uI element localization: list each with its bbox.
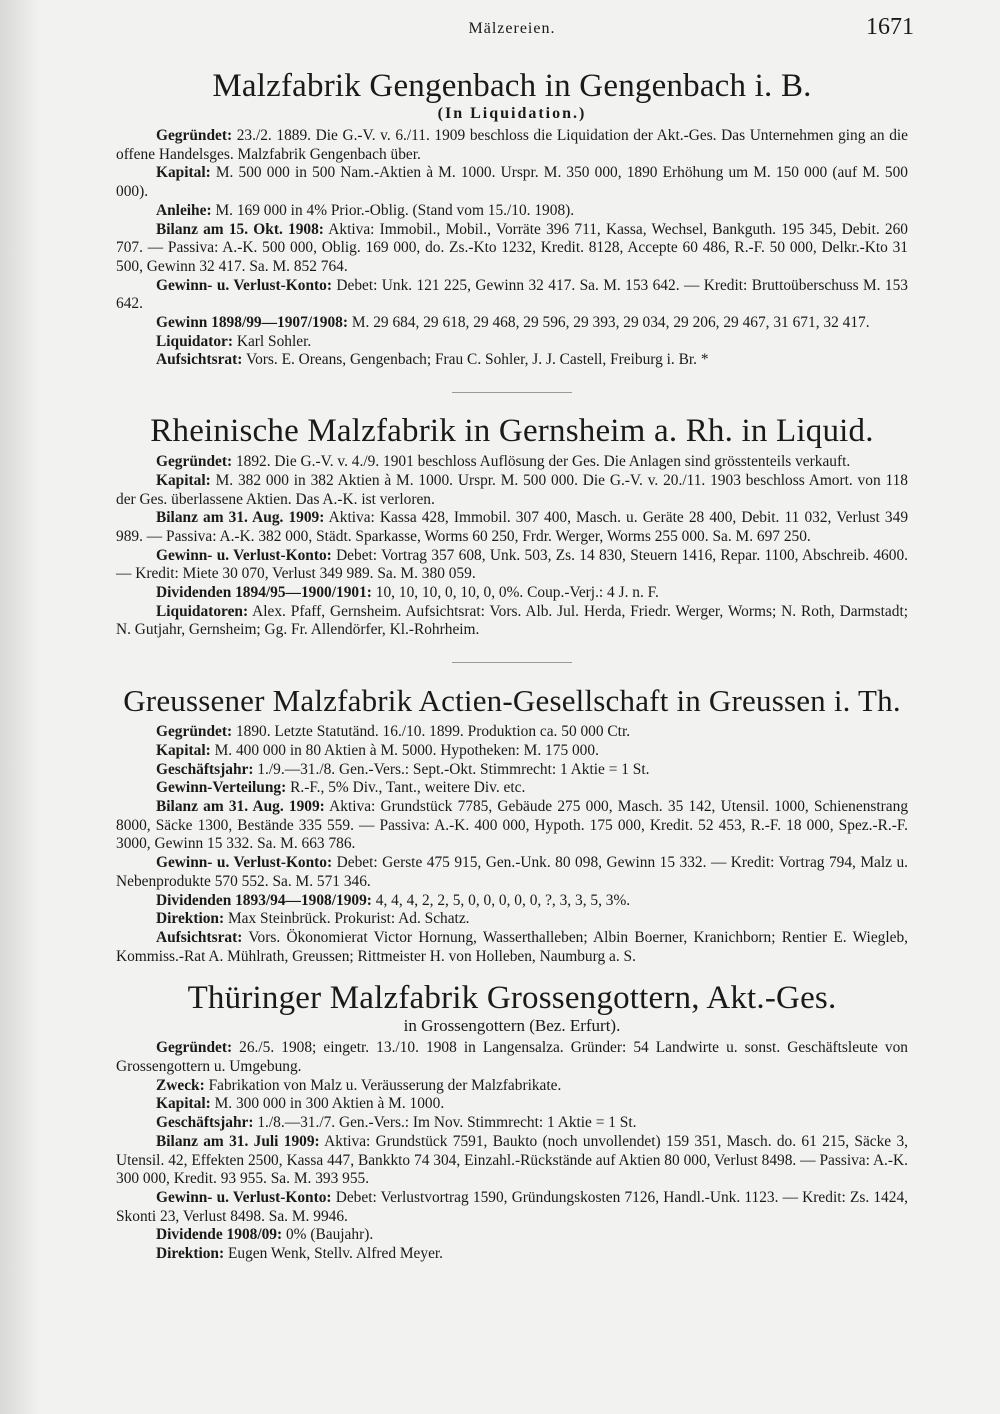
entry-text: Vors. Ökonomierat Victor Hornung, Wasserthalleben; Albin Boerner, Kranichborn; Rentier E. Wiegleb, Kommiss.-Rat A. Mühlrath, Greussen; Rittmeister H. von Holleben, Naumburg a. S. [116,928,909,965]
entry-text: 10, 10, 10, 0, 10, 0, 0%. Coup.-Verj.: 4 J. n. F. [375,584,659,602]
company-title: Thüringer Malzfabrik Grossengottern, Akt.-Ges. [187,980,837,1017]
entry-text: M. 29 684, 29 618, 29 468, 29 596, 29 393, 29 034, 29 206, 29 467, 31 671, 32 417. [351,314,870,332]
entry-label: Kapital: [156,1095,211,1113]
entry-label: Geschäftsjahr: [156,1114,254,1132]
entry-text: Aktiva: Immobil., Mobil., Vorräte 396 711, Kassa, Wechsel, Bankguth. 195 345, Debit. 260 707. — Passiva: A.-K. 500 000, Oblig. 169 000, do. Zs.-Kto 1232, Kredit. 8128, Accepte 60 486, R.-F. 50 000, Delkr.-Kto 31 500, Gewinn 32 417. Sa. M. 852 764. [116,220,908,275]
company-entry-gernsheim [116,413,908,640]
entry-paragraph [116,929,908,966]
entry-paragraph [116,547,908,584]
entry-paragraph [116,723,908,742]
entry-label: Kapital: [156,471,211,489]
entry-text: 1./9.—31./8. Gen.-Vers.: Sept.-Okt. Stimmrecht: 1 Aktie = 1 St. [257,760,650,778]
entry-label: Dividenden 1894/95—1900/1901: [156,584,372,602]
entry-paragraph [116,798,908,854]
entry-text: Debet: Vortrag 357 608, Unk. 503, Zs. 14 830, Steuern 1416, Repar. 1100, Abschreib. 4600. — Kredit: Miete 30 070, Verlust 349 989. Sa. M. 380 059. [116,546,908,583]
entry-label: Direktion: [156,1245,225,1263]
company-entry-greussen [116,683,908,966]
entry-text: Aktiva: Grundstück 7785, Gebäude 275 000, Masch. 35 142, Utensil. 1000, Schienenstrang 8000, Säcke 1300, Bestände 335 559. — Passiva: A.-K. 400 000, Hypoth. 175 000, Kredit. 52 453, R.-F. 18 000, Spez.-R.-F. 3000, Gewinn 15 332. Sa. M. 663 786. [116,797,909,853]
entry-label: Gegründet: [156,1039,233,1057]
entry-paragraph [116,1189,908,1226]
entry-label: Aufsichtsrat: [156,928,243,946]
entry-paragraph [116,202,908,221]
section-divider [452,662,572,663]
entry-label: Gegründet: [156,453,233,471]
entry-label: Geschäftsjahr: [156,760,254,778]
entry-paragraph [116,1095,908,1114]
entry-text: 1./8.—31./7. Gen.-Vers.: Im Nov. Stimmrecht: 1 Aktie = 1 St. [257,1114,637,1132]
company-title: Rheinische Malzfabrik in Gernsheim a. Rh. in Liquid. [150,413,874,450]
entry-label: Dividenden 1893/94—1908/1909: [156,891,372,909]
entry-paragraph [116,351,908,370]
entry-paragraph [116,453,908,472]
entry-paragraph [116,779,908,798]
entry-text: M. 400 000 in 80 Aktien à M. 5000. Hypotheken: M. 175 000. [214,741,599,759]
entry-paragraph [116,127,908,164]
entry-paragraph [116,472,908,509]
entry-label: Bilanz am 31. Aug. 1909: [156,797,325,815]
entry-text: M. 382 000 in 382 Aktien à M. 1000. Urspr. M. 500 000. Die G.-V. v. 20./11. 1903 beschloss Amort. von 118 der Ges. überlassene Aktien. Das A.-K. ist verloren. [116,471,908,508]
running-title: Mälzereien. [468,20,556,37]
entry-text: M. 500 000 in 500 Nam.-Aktien à M. 1000. Urspr. M. 350 000, 1890 Erhöhung um M. 150 000 (auf M. 500 000). [116,164,908,201]
entry-text: Debet: Gerste 475 915, Gen.-Unk. 80 098, Gewinn 15 332. — Kredit: Vortrag 794, Malz u. Nebenprodukte 570 552. Sa. M. 571 346. [116,854,909,890]
entry-label: Gewinn- u. Verlust-Konto: [156,546,332,564]
entry-label: Gewinn- u. Verlust-Konto: [156,854,333,872]
entry-paragraph [116,1039,908,1076]
company-title: Malzfabrik Gengenbach in Gengenbach i. B. [212,68,812,104]
entry-label: Direktion: [156,910,225,928]
entry-label: Dividende 1908/09: [156,1226,283,1244]
entry-label: Bilanz am 15. Okt. 1908: [156,220,324,238]
running-head [116,0,914,50]
entry-text: Karl Sohler. [236,332,312,350]
entry-text: Debet: Unk. 121 225, Gewinn 32 417. Sa. M. 153 642. — Kredit: Bruttoüberschuss M. 153 642. [116,276,908,313]
company-subtitle: in Grossengottern (Bez. Erfurt). [403,1016,621,1036]
entry-label: Aufsichtsrat: [156,351,243,369]
entry-paragraph [116,1133,908,1189]
entry-paragraph [116,854,908,891]
entry-text: Eugen Wenk, Stellv. Alfred Meyer. [227,1245,444,1263]
entry-label: Bilanz am 31. Juli 1909: [156,1132,320,1150]
entry-label: Anleihe: [156,201,212,219]
entry-text: M. 169 000 in 4% Prior.-Oblig. (Stand vom 15./10. 1908). [215,201,575,219]
page-number: 1671 [866,14,914,40]
entry-text: Debet: Verlustvortrag 1590, Gründungskosten 7126, Handl.-Unk. 1123. — Kredit: Zs. 1424, Skonti 23, Verlust 8498. Sa. M. 9946. [116,1188,908,1225]
entry-paragraph [116,761,908,780]
entry-text: 23./2. 1889. Die G.-V. v. 6./11. 1909 beschloss die Liquidation der Akt.-Ges. Das Unternehmen ging an die offene Handelsges. Malzfabrik Gengenbach über. [116,127,908,163]
entry-text: R.-F., 5% Div., Tant., weitere Div. etc. [290,779,526,797]
entry-text: Alex. Pfaff, Gernsheim. Aufsichtsrat: Vors. Alb. Jul. Herda, Friedr. Werger, Worms; N. Roth, Darmstadt; N. Gutjahr, Gernsheim; Gg. Fr. Allendörfer, Kl.-Rohrheim. [116,602,909,639]
entry-label: Gegründet: [156,723,233,741]
entry-label: Gewinn- u. Verlust-Konto: [156,1188,332,1206]
entry-paragraph [116,1226,908,1245]
entry-label: Gewinn 1898/99—1907/1908: [156,314,348,332]
entry-paragraph [116,1245,908,1264]
entry-text: Aktiva: Grundstück 7591, Baukto (noch unvollendet) 159 351, Masch. do. 61 215, Säcke 3, Utensil. 42, Effekten 2500, Kassa 447, Bankkto 74 304, Einzahl.-Rückstände auf Aktien 80 000, Verlust 8498. — Passiva: A.-K. 300 000, Kredit. 93 955. Sa. M. 393 955. [116,1132,909,1188]
entry-paragraph [116,221,908,277]
entry-label: Bilanz am 31. Aug. 1909: [156,509,325,527]
entry-paragraph [116,603,908,640]
section-divider [452,392,572,393]
entry-text: 1892. Die G.-V. v. 4./9. 1901 beschloss Auflösung der Ges. Die Anlagen sind grösstenteils verkauft. [235,453,851,471]
entry-paragraph [116,910,908,929]
company-entry-grossengottern [116,980,908,1263]
company-entry-gengenbach [116,68,908,370]
entry-text: Vors. E. Oreans, Gengenbach; Frau C. Sohler, J. J. Castell, Freiburg i. Br. * [245,351,709,369]
entry-label: Kapital: [156,741,211,759]
entry-text: Max Steinbrück. Prokurist: Ad. Schatz. [227,910,470,928]
entry-label: Kapital: [156,164,211,182]
entry-text: 4, 4, 4, 2, 2, 5, 0, 0, 0, 0, 0, ?, 3, 3, 5, 3%. [375,891,631,909]
entry-text: Fabrikation von Malz u. Veräusserung der Malzfabrikate. [208,1076,562,1094]
entry-paragraph [116,584,908,603]
entry-text: M. 300 000 in 300 Aktien à M. 1000. [214,1095,445,1113]
entry-paragraph [116,892,908,911]
entry-paragraph [116,1114,908,1133]
entry-paragraph [116,277,908,314]
entry-text: 1890. Letzte Statutänd. 16./10. 1899. Produktion ca. 50 000 Ctr. [235,723,631,741]
entry-paragraph [116,742,908,761]
entry-paragraph [116,509,908,546]
entry-text: Aktiva: Kassa 428, Immobil. 307 400, Masch. u. Geräte 28 400, Debit. 11 032, Verlust 349 989. — Passiva: A.-K. 382 000, Städt. Sparkasse, Worms 60 250, Frdr. Werger, Worms 255 000. Sa. M. 697 250. [116,509,909,545]
entry-paragraph [116,1077,908,1096]
entry-label: Liquidatoren: [156,602,249,620]
entry-text: 0% (Baujahr). [285,1226,374,1244]
entry-label: Gewinn- u. Verlust-Konto: [156,276,332,294]
entry-text: 26./5. 1908; eingetr. 13./10. 1908 in Langensalza. Gründer: 54 Landwirte u. sonst. Geschäftsleute von Grossengottern u. Umgebung. [116,1039,908,1076]
company-title: Greussener Malzfabrik Actien-Gesellschaft in Greussen i. Th. [123,683,901,719]
entry-label: Gegründet: [156,127,233,144]
entry-label: Zweck: [156,1076,205,1094]
entry-paragraph [116,333,908,352]
entry-paragraph [116,314,908,333]
entry-label: Liquidator: [156,332,233,350]
entry-label: Gewinn-Verteilung: [156,779,287,797]
company-subtitle: (In Liquidation.) [437,105,587,122]
entry-paragraph [116,164,908,201]
